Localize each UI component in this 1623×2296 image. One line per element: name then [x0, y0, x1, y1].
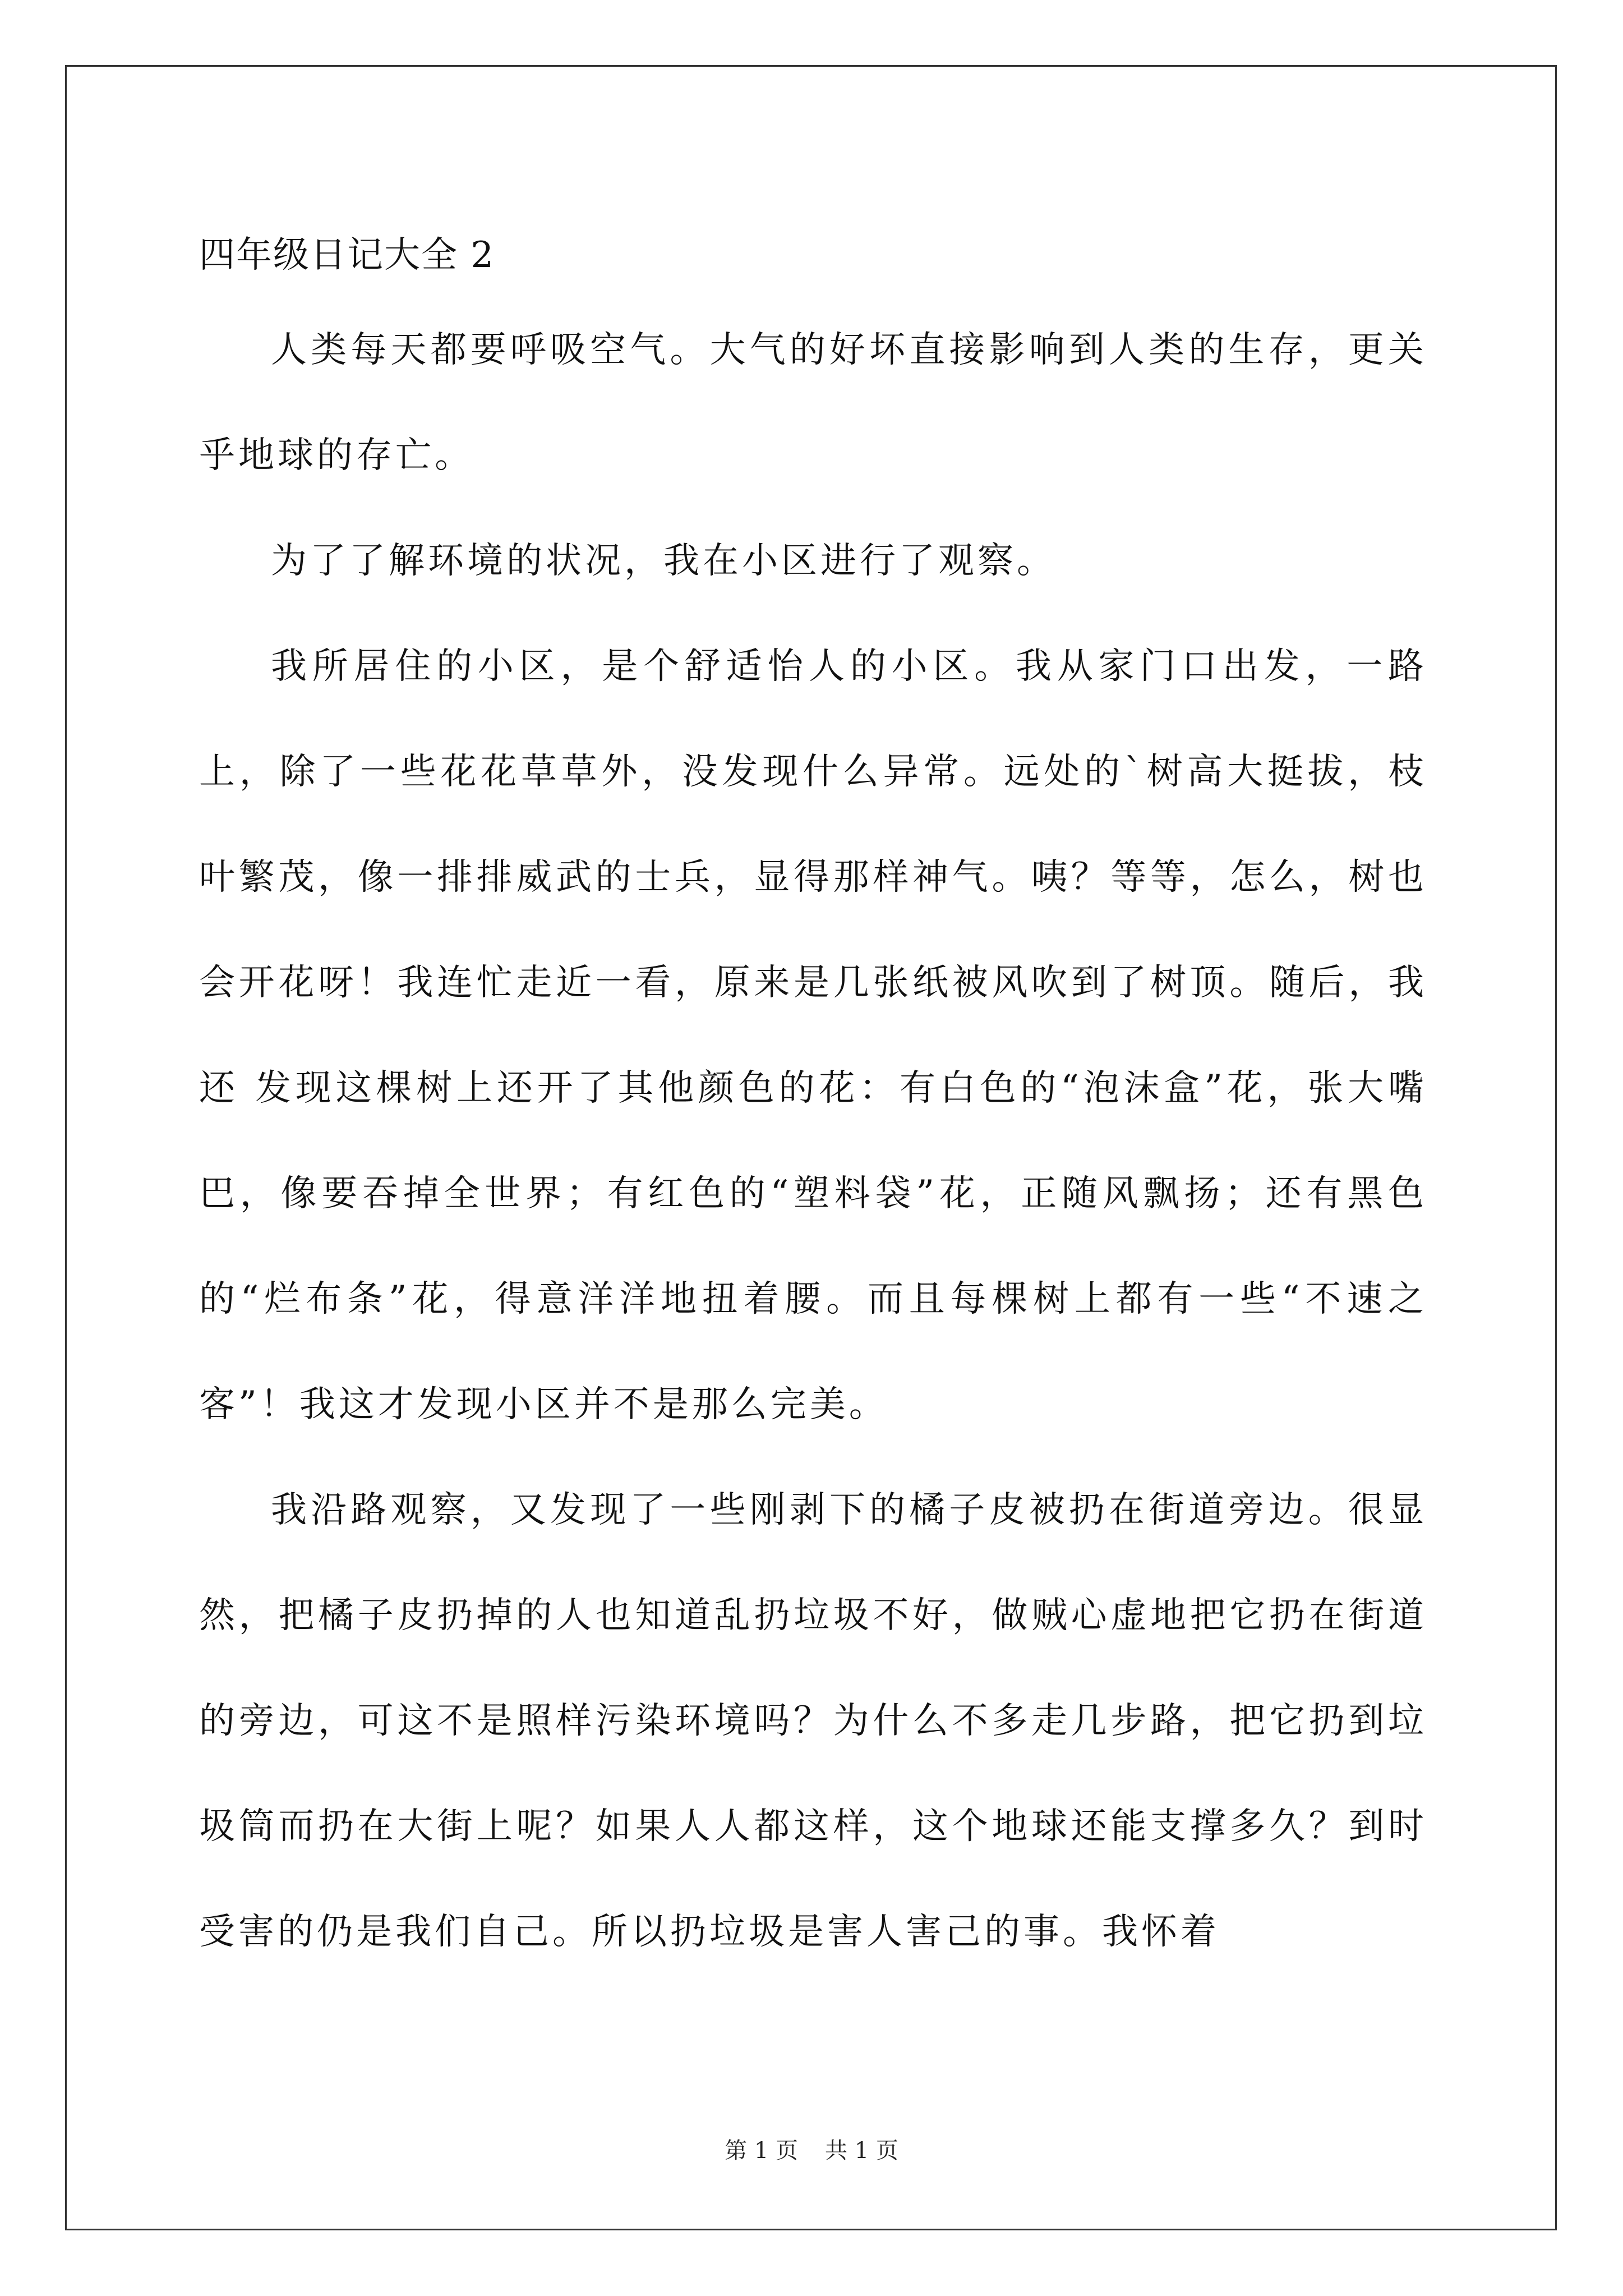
document-title: 四年级日记大全 2	[199, 234, 495, 276]
paragraph-4: 我沿路观察，又发现了一些刚剥下的橘子皮被扔在街道旁边。很显然，把橘子皮扔掉的人也知道乱扔垃圾不好，做贼心虚地把它扔在街道的旁边，可这不是照样污染环境吗？为什么不多走几步路，把它扔到垃圾筒而扔在大街上呢？如果人人都这样，这个地球还能支撑多久？到时受害的仍是我们自己。所以扔垃圾是害人害己的事。我怀着	[199, 1489, 1427, 1953]
page-footer	[0, 2133, 1623, 2165]
document-body	[199, 213, 1427, 1985]
paragraph-2: 为了了解环境的状况，我在小区进行了观察。	[271, 540, 1056, 582]
page-total: 共 1 页	[825, 2138, 898, 2164]
paragraph-3: 我所居住的小区，是个舒适怡人的小区。我从家门口出发，一路上，除了一些花花草草外，没发现什么异常。远处的`树高大挺拔，枝叶繁茂，像一排排威武的士兵，显得那样神气。咦？等等，怎么，树也会开花呀！我连忙走近一看，原来是几张纸被风吹到了树顶。随后，我 还 发现这棵树上还开了其他颜色的花：有白色的“泡沫盒”花，张大嘴巴，像要吞掉全世界；有红色的“塑料袋”花，正随风飘扬；还有黑色的“烂布条”花，得意洋洋地扭着腰。而且每棵树上都有一些“不速之客”！我这才发现小区并不是那么完美。	[199, 646, 1427, 1425]
page-number: 第 1 页	[725, 2138, 798, 2164]
paragraph-1: 人类每天都要呼吸空气。大气的好坏直接影响到人类的生存，更关乎地球的存亡。	[199, 329, 1427, 476]
